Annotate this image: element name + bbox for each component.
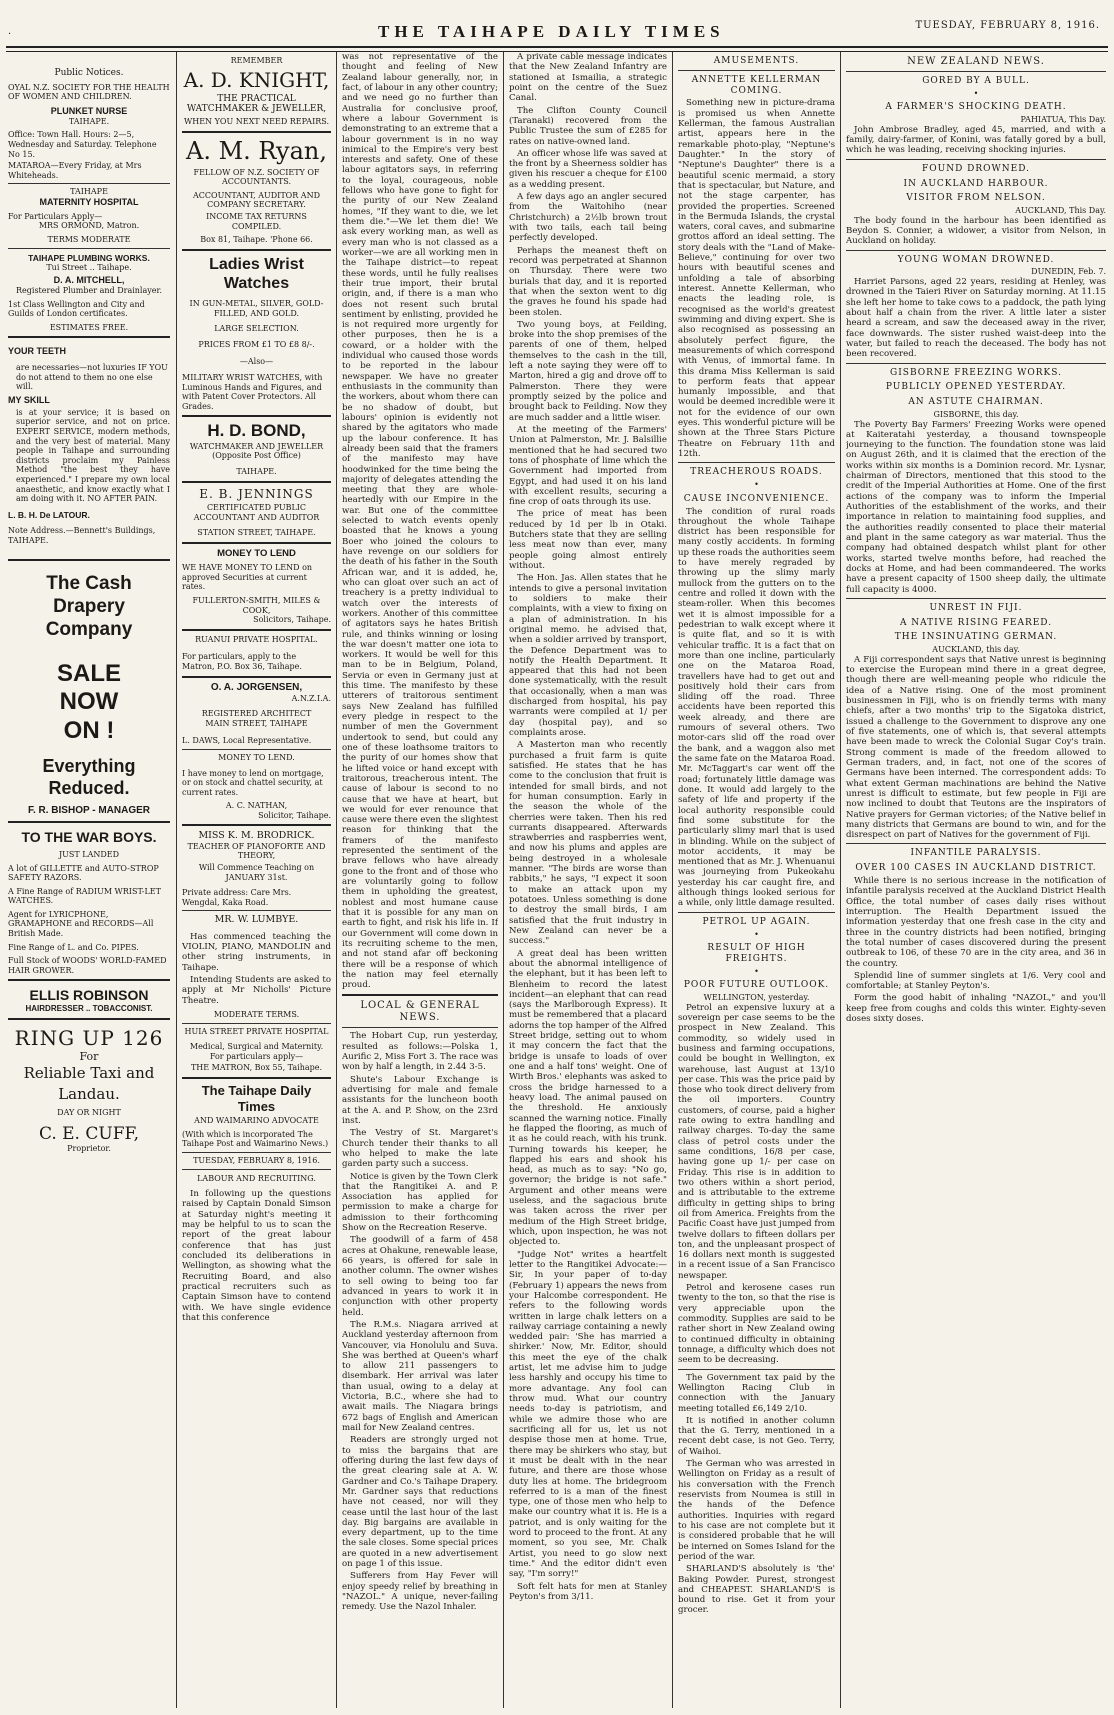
cuff-name: C. E. CUFF, bbox=[38, 1123, 140, 1144]
divider bbox=[678, 462, 835, 463]
nz-news-heading: NEW ZEALAND NEWS. bbox=[907, 56, 1045, 67]
teeth-heading: YOUR TEETH bbox=[8, 346, 67, 357]
column-5 bbox=[678, 52, 835, 1708]
plunket-society: OYAL N.Z. SOCIETY FOR THE HEALTH OF WOMEN AND CHILDREN. bbox=[8, 82, 170, 102]
labour-continued: was not representative of the thought and feeling of New Zealand labour generally, nor, in fact, of labour in any other country; and we need go no further than Australia for conclusive proof, where a labour Government is demonstrating to an extreme that a labour government is in no way inimical to the Empire's very best interests and safety. One of these labour agitators says, in referring to the loyal, courageous, noble fellows who have gone to fight for the purity of our New Zealand homes, "If they want to die, we let them die."—We let them die! We ask every working man, as well as every man who is not classed as a worker—we are all working men in the Taihape district—to repeat these words, until he fully realises their true import, their brutal origin, and, if there is a man who does not resent such brutal sentiment by enlisting, provided he is not required more urgently for other purposes, then he is a coward, or a holder with the individual who caused those words to be reported in the labour newspaper. We have no greater enthusiasts in the community than the workers, about whom there can be no shadow of doubt, but labours' opinion is evidently not shared by the agitators who made up the labour conference. It has already been said that the framers of the manifesto may have hoodwinked for the time being the majority of delegates attending the meeting that they are whole-heartedly with our Empire in the war. But one of the committee selected to watch events openly boasted that he knows a young Boer who joined the colours to have revenge on our soldiers for the death of his father in the South African war, and it is added, he, who can gloat over such an act of treachery is a pretty individual to watch over the interests of workers. Another of this committee of agitators says he hates British rule, and thinks winning or losing the war doesn't matter one iota to workers. It would be well for this man to be in Belgium, Poland, Servia or even in Germany just at this time. The manifesto by these utterers of traitorous sentiment says New Zealand has fulfilled every pledge in respect to the number of men the Government undertook to send, but could any one of these loathsome traitors to the purity of our homes show that he lifted voice or hand except with traitorous, treacherous intent. The cause of labour is second to no cause that we have at heart, but we would for ever renounce that cause were there even the slightest reason for thinking that the framers of the manifesto represented the sentiment of the brave fellows who have already gone to the front and of those who are voluntarily going to follow them in upholding the greatest, noblest and most humane cause that it is possible for any man on earth to fight, and risk his life in. If our Government will come down in its recruiting scheme to the men, and not stand afar off beckoning there will be a response of which the nation may feel eternally proud. bbox=[342, 52, 498, 991]
news-item: A Masterton man who recently purchased a fruit farm is quite satisfied. He states that he has come to the conclusion that fruit is intended for small birds, and not for human consumption. Early in the season the whole of the cherries were taken. Then his red currants disappeared. Afterwards strawberries and raspberries went, and now his plums and apples are being destroyed in a wholesale manner. "The birds are worse than rabbits," he says, "I expect it soon to make an attack upon my potatoes. Unless something is done to destroy the small birds, I am satisfied that the fruit industry in New Zealand can never be a success." bbox=[509, 740, 667, 947]
ryan-accountant: ACCOUNTANT, AUDITOR AND COMPANY SECRETARY. bbox=[193, 190, 320, 210]
sale-word: SALE bbox=[56, 659, 121, 687]
issue-date: TUESDAY, FEBRUARY 8, 1916. bbox=[915, 20, 1100, 31]
nathan-text: I have money to lend on mortgage, or on stock and chattel security, at current rates. bbox=[182, 768, 324, 797]
news-item: At the meeting of the Farmers' Union at Palmerston, Mr. J. Balsillie mentioned that he had secured two tons of phosphate of lime which the Government had imported from Egypt, and had used it on his land with excellent results, securing a fine crop of oats through its use. bbox=[509, 424, 667, 508]
gisborne-subheading: PUBLICLY OPENED YESTERDAY. bbox=[885, 382, 1067, 393]
column-rule bbox=[176, 52, 177, 1708]
dateline: AUCKLAND, This Day. bbox=[1015, 206, 1106, 216]
news-item: Form the good habit of inhaling "NAZOL," and you'll keep free from coughs and colds this winter. Eighty-seven doses sixty doses. bbox=[846, 993, 1106, 1025]
dot-ornament: • bbox=[973, 88, 979, 98]
plumbing-heading: TAIHAPE PLUMBING WORKS. bbox=[28, 252, 150, 263]
divider bbox=[8, 979, 170, 981]
divider bbox=[182, 824, 331, 826]
divider bbox=[846, 843, 1106, 844]
divider bbox=[846, 598, 1106, 599]
column-rule bbox=[672, 52, 673, 1708]
roads-heading: TREACHEROUS ROADS. bbox=[690, 467, 823, 478]
infantile-subheading: OVER 100 CASES IN AUCKLAND DISTRICT. bbox=[855, 863, 1097, 874]
maternity-matron: MRS ORMOND, Matron. bbox=[38, 221, 140, 231]
proprietor: Proprietor. bbox=[67, 1144, 111, 1154]
plunket-place: TAIHAPE. bbox=[68, 116, 110, 126]
news-item: A great deal has been written about the abnormal intelligence of the elephant, but it has been left to Blenheim to record the latest incident—an elephant that can read (says the Marlborough Express). It must be remembered that a placard adorns the top hamper of the Alfred Street bridge, setting out to whom it may concern the fact that the bridge is unsafe to loads of over one and a half tons' weight. One of Wirth Bros.' elephants was asked to cross the bridge harnessed to a heavy load. The animal paused on the threshold. He anxiously scanned the warning notice. Finally he flapped the flooring, as much of it as he could reach, with his trunk. Turning towards his keeper, he flapped his ears and shook his head, as much as to say: "No go, governor; the bridge is not safe." Argument and other means were useless, and the sagacious brute was taken across the river per medium of the High Street bridge, which, upon inspection, he was not objected to. bbox=[509, 948, 667, 1248]
news-item: The Poverty Bay Farmers' Freezing Works were opened at Kaiteratahi yesterday, a thousand townspeople journeying to the function. The foundation stone was laid on August 26th, and it is claimed that the erection of the works within six months is a Dominion record. Mr. Lysnar, chairman of Directors, mentioned that this stood to the credit of the Imperial Authorities at Home. One of the first actions of the company was to inform the Imperial Authorities of the establishment of the works, and their importance in relation to maintaining food supplies, and the authorities readily consented to place their material and plant in the same category as war material. Thus the company had obtained despatch whilst plant for other works, started twelve months before, had reached the docks at Home, and had been commandeered. The works have a present capacity of 1500 sheep daily, the ultimate full capacity is 4000. bbox=[846, 419, 1106, 595]
column-rule bbox=[336, 52, 337, 1708]
roads-subheading: CAUSE INCONVENIENCE. bbox=[683, 493, 830, 504]
knight-repairs: WHEN YOU NEXT NEED REPAIRS. bbox=[184, 117, 329, 127]
maternity-hospital: MATERNITY HOSPITAL bbox=[39, 196, 139, 207]
jennings-title: CERTIFICATED PUBLIC ACCOUNTANT AND AUDITOR bbox=[193, 503, 320, 522]
fiji-subheading: A NATIVE RISING FEARED. bbox=[899, 617, 1053, 628]
column-rule bbox=[503, 52, 504, 1708]
column-rule bbox=[840, 52, 841, 1708]
petrol-subheading: RESULT OF HIGH FREIGHTS. bbox=[707, 943, 806, 964]
divider bbox=[182, 676, 331, 678]
fiji-subheading: THE INSINUATING GERMAN. bbox=[894, 632, 1058, 643]
news-item: A Fiji correspondent says that Native unrest is beginning to exercise the European mind there in a great degree, though there are well-meaning people who ridicule the idea of a Native rising. One of the most prominent businessmen in Fiji, who is on friendly terms with many chiefs, after a two months' trip to the Sigatoka district, issued a challenge to the Government to disprove any one of five statements, one of which is, that several attempts have been made to wreck the Colonial Sugar Coy's train. Strong comment is made of the freedom allowed to German traders, and, in fact, not one of the scores of Germans have been interned. The correspondent adds: To what extent German machinations are behind the Native unrest is difficult to estimate, but few people in Fiji are now inclined to doubt that Teutons are the inspirators of Native prayers for German victories; of the Native belief in many districts that Germans are bound to win, and for the disrespect on part of Natives for the government of Fiji. bbox=[846, 654, 1106, 841]
divider bbox=[678, 1369, 835, 1370]
news-item: Petrol an expensive luxury at a sovereign per case seems to be the prospect in New Zealand. This commodity, so widely used in business and farming occupations, could be bought in Wellington, ex warehouse, last August at 13/10 per case. This was the price paid by those who took direct delivery from the oil importers. Country customers, of course, paid a higher rate owing to extra handling and railway charges. To-day the same class of petrol costs under the same conditions, 16/8 per case, having gone up 1/- per case on Friday. This rise is in addition to two others within a short period, and is attributable to the extreme difficulty in getting ships to bring oil from America. Freights from the Pacific Coast have just jumped from twelve dollars to fifteen dollars per ton, and the unpleasant prospect of 16 dollars next month is suggested in a recent issue of a San Francisco newspaper. bbox=[678, 1002, 835, 1281]
local-news-heading: LOCAL & GENERAL NEWS. bbox=[360, 1000, 480, 1024]
ring-for: For bbox=[79, 1049, 99, 1063]
gisborne-subheading: AN ASTUTE CHAIRMAN. bbox=[908, 397, 1044, 408]
drowned-heading: FOUND DROWNED. bbox=[922, 163, 1030, 174]
wristlet-watches: A Fine Range of RADIUM WRIST-LET WATCHES. bbox=[8, 886, 161, 906]
razors: A lot of GILLETTE and AUTO-STROP SAFETY RAZORS. bbox=[8, 863, 159, 883]
news-item: SHARLAND'S absolutely is 'the' Baking Powder. Purest, strongest and CHEAPEST. SHARLAND'S is bound to rise. Get it from your grocer. bbox=[678, 1564, 835, 1616]
local-representative: L. DAWS, Local Representative. bbox=[182, 736, 312, 746]
divider bbox=[182, 1077, 331, 1079]
ryan-income-tax: INCOME TAX RETURNS COMPILED. bbox=[206, 211, 307, 231]
divider bbox=[8, 248, 170, 249]
dateline: WELLINGTON, yesterday. bbox=[703, 993, 810, 1003]
taxi-landau: Reliable Taxi and Landau. bbox=[23, 1064, 155, 1104]
knight-trade: THE PRACTICAL WATCHMAKER & JEWELLER, bbox=[186, 93, 327, 115]
day-or-night: DAY OR NIGHT bbox=[57, 1108, 121, 1118]
divider bbox=[182, 629, 331, 631]
ryan-box: Box 81, Taihape. 'Phone 66. bbox=[200, 235, 313, 245]
jennings-name: E. B. JENNINGS bbox=[199, 486, 314, 501]
divider bbox=[678, 70, 835, 71]
plumbing-address: Tui Street .. Taihape. bbox=[46, 262, 132, 272]
plunket-mataroa: MATAROA—Every Friday, at Mrs Whiteheads. bbox=[8, 161, 142, 180]
news-item: Notice is given by the Town Clerk that the Rangitikei A. and P. Association has applied for permission to make a charge for admission to their forthcoming Show on the Recreation Reserve. bbox=[342, 1171, 498, 1234]
news-item: Splendid line of summer singlets at 1/6. Very cool and comfortable; at Stanley Peyton's. bbox=[846, 970, 1106, 992]
gored-subheading: A FARMER'S SHOCKING DEATH. bbox=[885, 102, 1067, 113]
dateline: PAHIATUA, This Day. bbox=[1020, 115, 1106, 125]
news-item: The Hon. Jas. Allen states that he intends to give a personal invitation to soldiers to make their complaints, with a view to fixing on a plan of administration. In his original memo. he advised that, when a soldier arrived by transport, the Defence Department was to notify the Health Department. It appeared that this had not been done systematically, with the result that occasionally, when a man was discharged from hospital, his pay warrants were compiled at 1/ per day (hospital pay), and so complaints arose. bbox=[509, 573, 667, 738]
jennings-address: STATION STREET, TAIHAPE. bbox=[197, 528, 316, 538]
now-word: NOW bbox=[59, 688, 119, 716]
bond-name: H. D. BOND, bbox=[207, 421, 306, 441]
nathan-heading: MONEY TO LEND. bbox=[218, 752, 295, 762]
lyricphone: Agent for LYRICPHONE, GRAMAPHONE and RECORDS—All British Made. bbox=[8, 909, 154, 939]
wrist-also: —Also— bbox=[239, 357, 274, 367]
ryan-fellow: FELLOW OF N.Z. SOCIETY OF ACCOUNTANTS. bbox=[193, 167, 320, 187]
news-item: The R.M.s. Niagara arrived at Auckland yesterday afternoon from Vancouver, via Honolulu and Suva. She was berthed at Queen's wharf to allow 211 passengers to disembark. Her arrival was later than usual, owing to a delay at Victoria, B.C., where she had to await mails. The Niagara brings 672 bags of English and American mail for New Zealand centres. bbox=[342, 1319, 498, 1433]
divider bbox=[182, 1152, 331, 1153]
column-4 bbox=[509, 52, 667, 1708]
labour-heading: LABOUR AND RECRUITING. bbox=[197, 1173, 316, 1183]
news-item: Two young boys, at Feilding, broke into the shop premises of the parents of one of them, helped themselves to the cash in the till, left a note saying they were off to Marton, hired a gig and drove off to Palmerston. There they were promptly seized by the police and brought back to Feilding. Now they are much sadder and a little wiser. bbox=[509, 319, 667, 423]
huia-matron: THE MATRON, Box 55, Taihape. bbox=[190, 1063, 323, 1073]
column-6 bbox=[846, 52, 1106, 1708]
plunket-hours: Office: Town Hall. Hours: 2—5, Wednesday and Saturday. Telephone No 15. bbox=[8, 130, 157, 159]
divider bbox=[8, 1018, 170, 1020]
bond-location: (Opposite Post Office) bbox=[212, 451, 301, 461]
plumbing-trade: Registered Plumber and Drainlayer. bbox=[16, 286, 162, 296]
lumbye-name: MR. W. LUMBYE. bbox=[214, 914, 299, 926]
news-item: An officer whose life was saved at the front by a Sheerness soldier has given his rescuer a cheque for £100 as a wedding present. bbox=[509, 148, 667, 190]
divider bbox=[182, 415, 331, 417]
dateline: DUNEDIN, Feb. 7. bbox=[1031, 267, 1106, 277]
bond-town: TAIHAPE. bbox=[236, 467, 277, 477]
news-item: The condition of rural roads throughout the whole Taihape district has been responsible for many costly accidents. In forming up these roads the authorities seem to have merely regraded by throwing up the slimy marly mullock from the gutters on to the centre and rolled it down with the steam-roller. When this becomes wet it is almost impossible for a pedestrian to walk except where it is quite flat, and so it is with vehicular traffic. It is a fact that on more than one incline, particularly one on the Mataroa Road, travellers have had to get out and positively hold their cars from sliding off the road. Three accidents have been reported this week already, and there are rumours of several others. Two motor-cars slid off the road over the bank, and a waggon also met the same fate on the Mataroa Road. Mr. McTaggart's car went off the road; fortunately little damage was done. It would add largely to the safety of life and property if the local authority responsible could find some substitute for the particularly slimy marl that is used in blinding. While on the subject of motor accidents, it may be mentioned that as Mr. J. Whenuanui was journeying from Pukeokahu yesterday his car caught fire, and although things looked serious for a while, only little damage resulted. bbox=[678, 506, 835, 909]
money-to-lend: MONEY TO LEND bbox=[217, 547, 296, 559]
young-woman-heading: YOUNG WOMAN DROWNED. bbox=[897, 254, 1055, 265]
skill-heading: MY SKILL bbox=[8, 395, 50, 406]
news-item: "Judge Not" writes a heartfelt letter to the Rangitikei Advocate:—Sir, In your paper of to-day (February 1) appears the news from your Halcombe correspondent. He refers to the following words written in large chalk letters on a railway carriage containing a newly wedded pair: 'She has married a shirker.' Now, Mr. Editor, should this meet the eye of the chalk artist, let me advise him to judge less harshly and occupy his time to more advantage. Any fool can throw mud. What our country needs to-day is patriotism, and while we admire those who are sacrificing all for us, let us not despise those men at home. True, there may be shirkers who stay, but it must be dealt with in the near future, and there are those whose duty lies at home. The bridegroom referred to is a man of the finest type, one of those men who help to make our country what it is. He is a patriot, and is only waiting for the word to proceed to the front. At any moment, so you see, Mr. Chalk Artist, you need to go slow next time." And the editor didn't even say, "I'm sorry!" bbox=[509, 1249, 667, 1580]
military-watches: MILITARY WRIST WATCHES, with Luminous Hands and Figures, and with Patent Cover Protectors. All Grades. bbox=[182, 373, 323, 411]
jorgensen-name: O. A. JORGENSEN, bbox=[210, 681, 303, 693]
bond-trade: WATCHMAKER AND JEWELLER bbox=[189, 441, 324, 451]
dateline: GISBORNE, this day. bbox=[933, 409, 1019, 419]
wrist-watches-heading: Ladies Wrist Watches bbox=[209, 255, 304, 292]
divider bbox=[182, 481, 331, 483]
news-item: Harriet Parsons, aged 22 years, residing at Henley, was drowned in the Taieri River on Saturday morning. At 11.15 she left her home to take cows to a paddock, the path lying about half a chain from the river. A little later a sister heard a scream, and saw the deceased away in the river, face downwards. The sister rushed waist-deep into the water, but failed to reach the deceased. The body has not been recovered. bbox=[846, 277, 1106, 360]
solicitors-place: Solicitors, Taihape. bbox=[253, 615, 331, 625]
dot-ornament: • bbox=[754, 929, 759, 939]
divider bbox=[182, 131, 331, 133]
brodrick-address: Private address: Care Mrs. Wengdal, Kaka Road. bbox=[182, 888, 292, 907]
teeth-text: are necessaries—not luxuries IF YOU do not attend to them no one else will. bbox=[16, 363, 168, 392]
money-text: WE HAVE MONEY TO LEND on approved Securities at current rates. bbox=[182, 563, 313, 592]
petrol-heading: PETROL UP AGAIN. bbox=[702, 916, 811, 927]
brodrick-start: Will Commence Teaching on JANUARY 31st. bbox=[198, 863, 315, 882]
news-item: Perhaps the meanest theft on record was perpetrated at Shannon on Thursday. There were two burials that day, and it is reported that when the sexton went to dig the graves he found his spade had been stolen. bbox=[509, 245, 667, 318]
divider bbox=[182, 749, 331, 750]
wrist-metals: IN GUN-METAL, SILVER, GOLD-FILLED, AND GOLD. bbox=[189, 299, 324, 318]
divider bbox=[678, 912, 835, 913]
hairdresser: HAIRDRESSER .. TOBACCONIST. bbox=[25, 1004, 153, 1014]
solicitors-firm: FULLERTON-SMITH, MILES & COOK, bbox=[192, 595, 321, 615]
gisborne-heading: GISBORNE FREEZING WORKS. bbox=[890, 367, 1062, 378]
column-1 bbox=[8, 52, 170, 1708]
divider bbox=[182, 1023, 331, 1024]
dot-ornament: • bbox=[754, 480, 759, 490]
news-item: A few days ago an angler secured from the Waitohiho (near Christchurch) a 2½lb brown trout with two tails, each tail being perfectly developed. bbox=[509, 192, 667, 244]
wrist-selection: LARGE SELECTION. bbox=[214, 324, 299, 334]
on-word: ON ! bbox=[63, 717, 115, 745]
just-landed: JUST LANDED bbox=[58, 849, 120, 859]
divider bbox=[846, 250, 1106, 251]
news-item: It is notified in another column that the G. Terry, mentioned in a recent debt case, is not Geo. Terry, of Waihoi. bbox=[678, 1415, 835, 1457]
drowned-subheading: VISITOR FROM NELSON. bbox=[906, 193, 1046, 204]
news-item: The German who was arrested in Wellington on Friday as a result of his conversation with the French reservists from Noumea is still in the hands of the Defence authorities. Inquiries with regard to his case are not complete but it is considered probable that he will be interned on Somes Island for the period of the war. bbox=[678, 1459, 835, 1562]
newspaper-title: THE TAIHAPE DAILY TIMES bbox=[378, 22, 725, 41]
maternity-town: TAIHAPE bbox=[70, 187, 108, 197]
labour-text: In following up the questions raised by Captain Donald Simson at Saturday night's meeting it may be helpful to us to scan the report of the great labour conference that has just concluded its deliberations in Wellington, as showing what the Recruiting Board, and also practical recruiters such as Captain Simson have to contend with. We have single evidence that this conference bbox=[182, 1189, 331, 1323]
news-item: Readers are strongly urged not to miss the bargains that are offering during the last few days of the great clearing sale at A. W. Gardner and Co.'s Taihape Drapery. Mr. Gardner says that reductions have not ceased, nor will they cease until the last hour of the last day. Big bargains are available in every department, up to the time the sale closes. Some special prices are quoted in a new advertisement on page 1 of this issue. bbox=[342, 1435, 498, 1570]
nathan-name: A. C. NATHAN, bbox=[225, 801, 288, 811]
news-item: The body found in the harbour has been identified as Beydon S. Connier, a widower, a visitor from Nelson, in Auckland on holiday. bbox=[846, 215, 1106, 247]
ruanui-apply: For particulars, apply to the Matron, P.O. Box 36, Taihape. bbox=[182, 652, 302, 671]
lumbye-terms: MODERATE TERMS. bbox=[213, 1010, 300, 1019]
divider bbox=[182, 542, 331, 544]
hair-grower: Full Stock of WOODS' WORLD-FAMED HAIR GROWER. bbox=[8, 956, 167, 975]
jorgensen-letters: A.N.Z.I.A. bbox=[291, 693, 331, 703]
huia-services: Medical, Surgical and Maternity. For particulars apply— bbox=[189, 1042, 324, 1061]
architect-address: MAIN STREET, TAIHAPE bbox=[205, 718, 308, 728]
divider bbox=[8, 183, 170, 184]
news-item: Soft felt hats for men at Stanley Peyton's from 3/11. bbox=[509, 1581, 667, 1602]
masthead bbox=[8, 0, 1106, 46]
times-incorporated: (With which is incorporated The Taihape Post and Waimarino News.) bbox=[182, 1129, 329, 1149]
ring-up: RING UP 126 bbox=[14, 1025, 164, 1050]
ruanui-hospital: RUANUI PRIVATE HOSPITAL. bbox=[195, 634, 318, 644]
plunket-nurse: PLUNKET NURSE bbox=[50, 105, 128, 116]
news-item: The Hobart Cup, run yesterday, resulted as follows:—Polska 1, Aurific 2, Miss Fort 3. The race was won by half a length, in 2.44 3-5. bbox=[342, 1031, 498, 1073]
ellis-robinson: ELLIS ROBINSON bbox=[29, 987, 149, 1004]
news-item: While there is no serious increase in the notification of infantile paralysis received at the Auckland District Health Office, the total number of cases daily rises without interruption. The Health Department issued the information yesterday that one fresh case in the city and three in the country districts had been notified, bringing the total number of cases discovered during the present outbreak to 106, of these 70 are in the city area, and 36 in the country. bbox=[846, 876, 1106, 969]
times-subtitle: AND WAIMARINO ADVOCATE bbox=[194, 1116, 319, 1126]
public-notices-heading: Public Notices. bbox=[54, 68, 124, 78]
times-title: The Taihape Daily Times bbox=[201, 1082, 312, 1114]
plumbing-estimates: ESTIMATES FREE. bbox=[49, 322, 129, 332]
divider bbox=[8, 559, 170, 561]
divider bbox=[182, 1169, 331, 1170]
masthead-mark: . bbox=[8, 26, 12, 37]
nathan-role: Solicitor, Taihape. bbox=[258, 810, 331, 820]
everything-reduced: Everything Reduced. bbox=[42, 755, 136, 798]
dot-ornament: • bbox=[754, 966, 759, 976]
drowned-subheading: IN AUCKLAND HARBOUR. bbox=[903, 178, 1049, 189]
divider bbox=[342, 1027, 498, 1028]
times-date: TUESDAY, FEBRUARY 8, 1916. bbox=[193, 1155, 320, 1165]
war-boys-heading: TO THE WAR BOYS. bbox=[21, 829, 157, 846]
brodrick-name: MISS K. M. BRODRICK. bbox=[198, 830, 315, 842]
news-item: Petrol and kerosene cases run twenty to the ton, so that the rise is very appreciable upon the commodity. Supplies are said to be rather short in New Zealand owing to continued difficulty in obtaining tonnage, a difficulty which does not seem to be decreasing. bbox=[678, 1283, 835, 1366]
column-2 bbox=[182, 52, 331, 1708]
knight-name: A. D. KNIGHT, bbox=[183, 67, 330, 92]
plumbing-certificates: 1st Class Wellington and City and Guilds of London certificates. bbox=[8, 299, 145, 319]
fiji-heading: UNREST IN FIJI. bbox=[929, 602, 1023, 613]
dentist-name: L. B. H. De LATOUR. bbox=[8, 509, 90, 520]
divider bbox=[8, 821, 170, 823]
plumbing-name: D. A. MITCHELL, bbox=[53, 275, 125, 286]
skill-text: is at your service; it is based on superior service, and not on price. EXPERT SERVICE, modern methods, and the very best of material. Many people in Taihape and surrounding districts proclaim my Painless Method "the best they have experienced." I prepare my own local anaesthetic, and know exactly what I am doing with it. NO AFTER PAIN. bbox=[16, 407, 170, 504]
news-item: The Government tax paid by the Wellington Racing Club in connection with the January meeting totalled £6,149 2/10. bbox=[678, 1372, 835, 1414]
news-item: The price of meat has been reduced by 1d per lb in Otaki. Butchers state that they are selling less meat now than ever, many people going almost entirely without. bbox=[509, 509, 667, 571]
pipes: Fine Range of L. and Co. PIPES. bbox=[8, 942, 139, 952]
news-item: Something new in picture-drama is promised us when Annette Kellerman, the famous Australian artist, appears here in the remarkable photo-play, "Neptune's Daughter." In the story of "Neptune's Daughter" there is a beautiful scenic mermaid, a story that is spectacular, but Nature, and not the stage carpenter, has provided the properties. Screened in the Bermuda Islands, the crystal waters, coral caves, and submarine grottos afford an ideal setting. The story deals with the "Land of Make-Believe," continuing for over two hours with beautiful scenes and unfolding a tale of absorbing interest. Annette Kellerman, who enacts the leading role, is recognised as the world's greatest swimming and diving expert. She is also recognised as possessing an absolutely perfect figure, the measurements of which correspond with Venus, of immortal fame. In this drama Miss Kellerman is said to perform feats that appear humanly impossible, and that would be deemed incredible were it not for the evidence of our own eyes. This wonderful picture will be shown at the Three Stars Picture Theatre on February 11th and 12th. bbox=[678, 98, 835, 460]
huia-hospital: HUIA STREET PRIVATE HOSPITAL bbox=[184, 1026, 329, 1036]
divider bbox=[182, 249, 331, 251]
kellerman-heading: ANNETTE KELLERMAN COMING. bbox=[691, 74, 822, 96]
amusements-heading: AMUSEMENTS. bbox=[713, 56, 800, 66]
news-item: Shute's Labour Exchange is advertising for male and female assistants for the luncheon booth at the A. and P. Show, on the 23rd inst. bbox=[342, 1074, 498, 1126]
cash-drapery-name: The Cash Drapery Company bbox=[45, 573, 133, 640]
maternity-apply: For Particulars Apply— bbox=[8, 211, 103, 221]
infantile-heading: INFANTILE PARALYSIS. bbox=[910, 848, 1042, 859]
wrist-prices: PRICES FROM £1 TO £8 8/-. bbox=[198, 339, 315, 349]
news-item: Sufferers from Hay Fever will enjoy speedy relief by breathing in "NAZOL." A unique, never-failing remedy. Use the Nazol Inhaler. bbox=[342, 1571, 498, 1613]
news-item: A private cable message indicates that the New Zealand Infantry are stationed at Ismailia, a strategic point on the centre of the Suez Canal. bbox=[509, 52, 667, 104]
lumbye-teaching: Has commenced teaching the VIOLIN, PIANO, MANDOLIN and other string instruments, in Taihape. bbox=[182, 931, 331, 973]
ryan-name: A. M. Ryan, bbox=[185, 136, 328, 165]
architect: REGISTERED ARCHITECT bbox=[201, 709, 312, 719]
divider bbox=[8, 336, 170, 338]
lumbye-apply: Intending Students are asked to apply at Mr Nicholls' Picture Theatre. bbox=[182, 975, 331, 1006]
divider bbox=[846, 159, 1106, 160]
dentist-address: Note Address.—Bennett's Buildings, TAIHAPE. bbox=[8, 525, 156, 545]
gored-heading: GORED BY A BULL. bbox=[922, 76, 1030, 86]
remember: REMEMBER bbox=[230, 56, 283, 65]
petrol-subheading: POOR FUTURE OUTLOOK. bbox=[683, 980, 830, 991]
maternity-terms: TERMS MODERATE bbox=[47, 234, 131, 244]
brodrick-teacher: TEACHER OF PIANOFORTE AND THEORY, bbox=[187, 841, 326, 861]
divider bbox=[182, 910, 331, 911]
news-item: The Vestry of St. Margaret's Church tender their thanks to all who helped to make the late garden party such a success. bbox=[342, 1128, 498, 1170]
news-item: The goodwill of a farm of 458 acres at Ohakune, renewable lease, 66 years, is offered for sale in another column. The owner wishes to sell owing to being too far advanced in years to work it in conjunction with other property held. bbox=[342, 1235, 498, 1318]
news-item: John Ambrose Bradley, aged 45, married, and with a family, dairy-farmer, of Konini, was fatally gored by a bull, which he was leading, receiving shocking injuries. bbox=[846, 124, 1106, 156]
news-item: The Clifton County Council (Taranaki) recovered from the Public Trustee the sum of £285 for rates on native-owned land. bbox=[509, 105, 667, 147]
dateline: AUCKLAND, this day. bbox=[932, 645, 1020, 655]
divider bbox=[342, 994, 498, 996]
divider bbox=[846, 363, 1106, 364]
cash-manager: F. R. BISHOP - MANAGER bbox=[27, 805, 151, 817]
divider bbox=[846, 71, 1106, 72]
column-3 bbox=[342, 52, 498, 1708]
